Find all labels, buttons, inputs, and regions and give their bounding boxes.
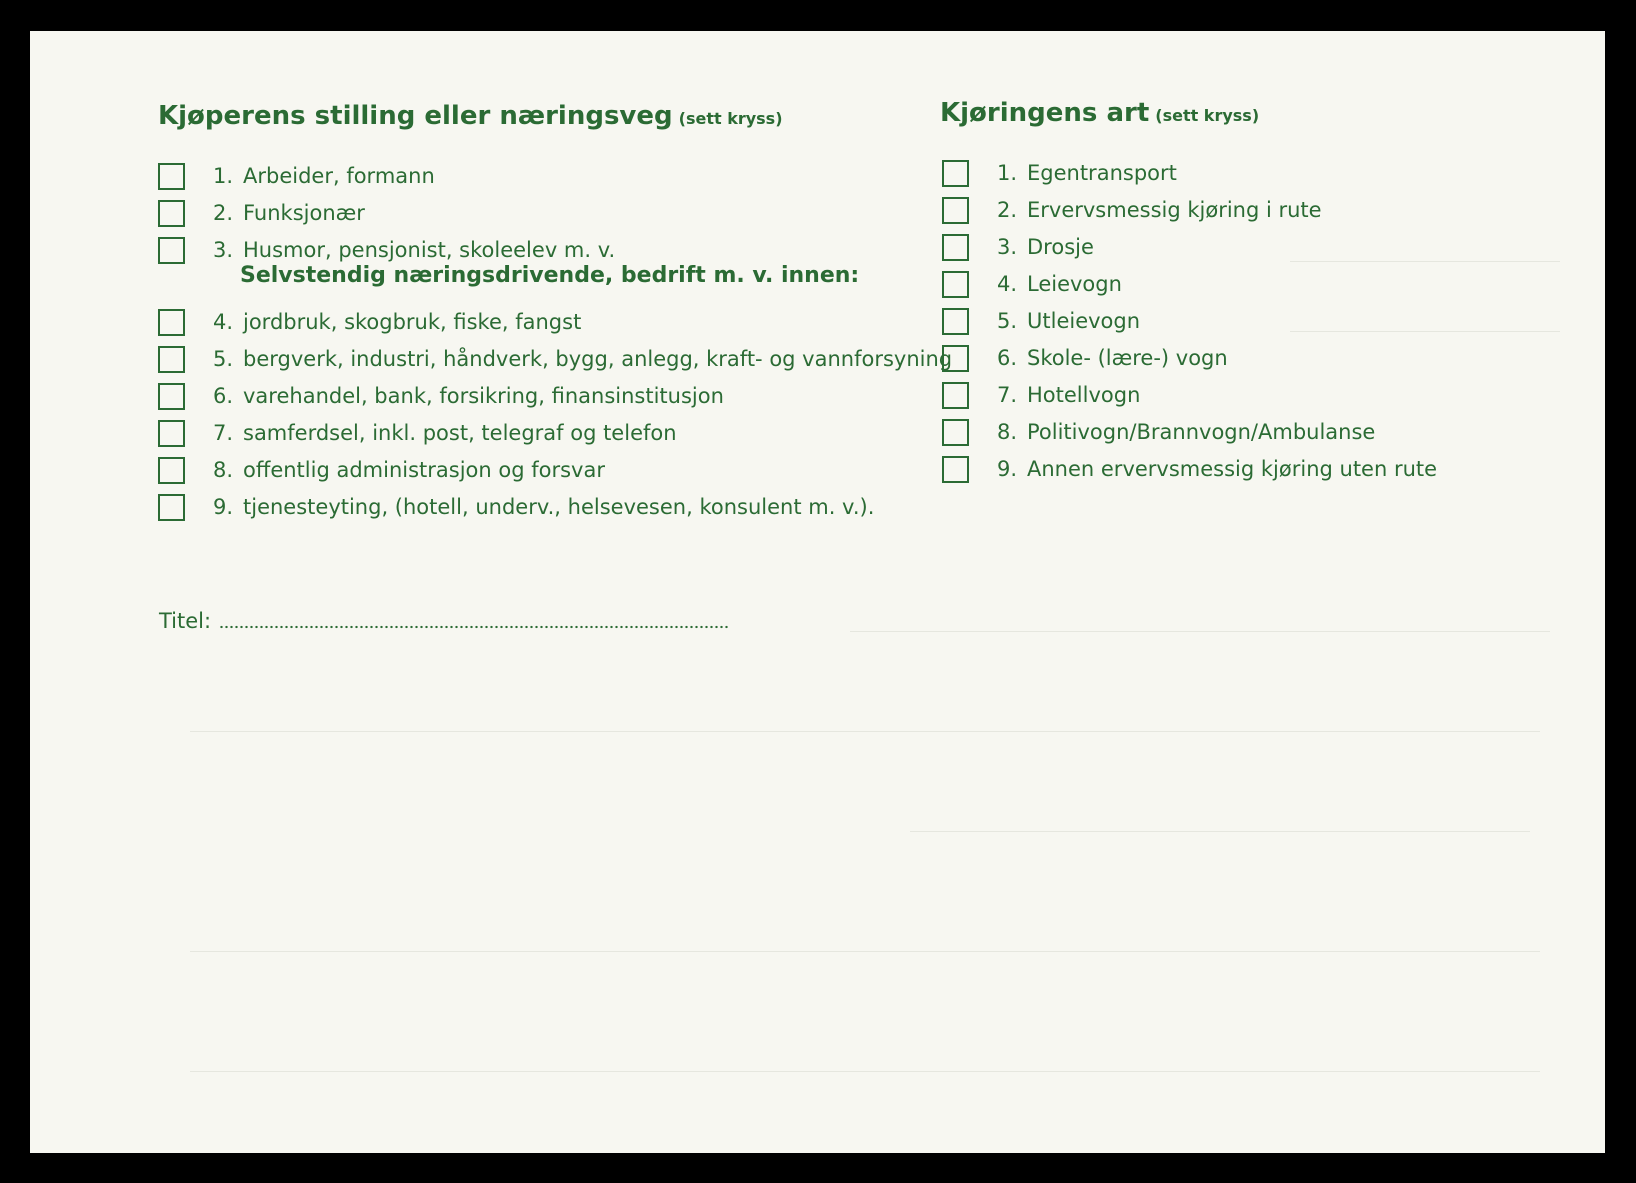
buyer-occupation-heading-text: Kjøperens stilling eller næringsveg bbox=[158, 101, 673, 131]
option-label: Utleievogn bbox=[1027, 309, 1141, 333]
option-number: 4. bbox=[996, 272, 1017, 296]
ghost-line bbox=[850, 631, 1550, 632]
option-number: 4. bbox=[212, 310, 233, 334]
occupation-option-3[interactable] bbox=[158, 235, 615, 265]
option-number: 5. bbox=[996, 309, 1017, 333]
driving-type-heading-note: (sett kryss) bbox=[1155, 106, 1260, 125]
ghost-line bbox=[1290, 261, 1560, 262]
title-dotted-line[interactable] bbox=[219, 625, 729, 629]
option-label: Hotellvogn bbox=[1027, 383, 1141, 407]
occupation-option-9[interactable] bbox=[158, 492, 874, 522]
occupation-option-6[interactable] bbox=[158, 381, 724, 411]
checkbox[interactable] bbox=[158, 346, 185, 373]
checkbox[interactable] bbox=[942, 345, 969, 372]
checkbox[interactable] bbox=[158, 163, 185, 190]
option-number: 9. bbox=[996, 457, 1017, 481]
option-number: 9. bbox=[212, 495, 233, 519]
driving-option-6[interactable] bbox=[942, 343, 1228, 373]
option-label: jordbruk, skogbruk, fiske, fangst bbox=[243, 310, 582, 334]
checkbox[interactable] bbox=[158, 420, 185, 447]
occupation-option-2[interactable] bbox=[158, 198, 365, 228]
ghost-line bbox=[910, 831, 1530, 832]
ghost-line bbox=[190, 731, 1540, 732]
title-label: Titel: bbox=[159, 609, 212, 633]
ghost-line bbox=[1290, 331, 1560, 332]
driving-option-5[interactable] bbox=[942, 306, 1140, 336]
option-number: 6. bbox=[212, 384, 233, 408]
driving-option-7[interactable] bbox=[942, 380, 1140, 410]
self-employed-subheading: Selvstendig næringsdrivende, bedrift m. v. innen: bbox=[240, 263, 860, 288]
option-label: Arbeider, formann bbox=[243, 164, 435, 188]
checkbox[interactable] bbox=[158, 237, 185, 264]
option-number: 5. bbox=[212, 347, 233, 371]
option-number: 6. bbox=[996, 346, 1017, 370]
checkbox[interactable] bbox=[158, 383, 185, 410]
occupation-option-7[interactable] bbox=[158, 418, 677, 448]
option-number: 1. bbox=[212, 164, 233, 188]
checkbox[interactable] bbox=[158, 200, 185, 227]
checkbox[interactable] bbox=[942, 160, 969, 187]
ghost-line bbox=[190, 951, 1540, 952]
ghost-line bbox=[190, 1071, 1540, 1072]
option-number: 3. bbox=[996, 235, 1017, 259]
option-label: Funksjonær bbox=[243, 201, 365, 225]
driving-option-9[interactable] bbox=[942, 454, 1437, 484]
option-number: 7. bbox=[996, 383, 1017, 407]
option-label: offentlig administrasjon og forsvar bbox=[243, 458, 605, 482]
occupation-option-4[interactable] bbox=[158, 307, 581, 337]
checkbox[interactable] bbox=[942, 308, 969, 335]
driving-option-1[interactable] bbox=[942, 158, 1177, 188]
option-label: Drosje bbox=[1027, 235, 1094, 259]
option-label: Egentransport bbox=[1027, 161, 1177, 185]
option-label: Skole- (lære-) vogn bbox=[1027, 346, 1228, 370]
option-number: 7. bbox=[212, 421, 233, 445]
checkbox[interactable] bbox=[942, 456, 969, 483]
buyer-occupation-heading bbox=[158, 101, 783, 131]
checkbox[interactable] bbox=[158, 457, 185, 484]
driving-option-4[interactable] bbox=[942, 269, 1122, 299]
option-label: samferdsel, inkl. post, telegraf og telefon bbox=[243, 421, 677, 445]
checkbox[interactable] bbox=[942, 382, 969, 409]
option-number: 3. bbox=[212, 238, 233, 262]
checkbox[interactable] bbox=[158, 309, 185, 336]
title-field[interactable] bbox=[159, 609, 729, 633]
option-label: tjenesteyting, (hotell, underv., helsevesen, konsulent m. v.). bbox=[243, 495, 875, 519]
option-number: 8. bbox=[212, 458, 233, 482]
driving-type-heading-text: Kjøringens art bbox=[940, 98, 1150, 128]
checkbox[interactable] bbox=[158, 494, 185, 521]
driving-option-3[interactable] bbox=[942, 232, 1094, 262]
driving-option-2[interactable] bbox=[942, 195, 1322, 225]
option-label: Annen ervervsmessig kjøring uten rute bbox=[1027, 457, 1438, 481]
option-label: bergverk, industri, håndverk, bygg, anlegg, kraft- og vannforsyning bbox=[243, 347, 953, 371]
driving-type-heading bbox=[940, 98, 1259, 128]
driving-option-8[interactable] bbox=[942, 417, 1375, 447]
option-label: Politivogn/Brannvogn/Ambulanse bbox=[1027, 420, 1376, 444]
checkbox[interactable] bbox=[942, 197, 969, 224]
option-number: 2. bbox=[996, 198, 1017, 222]
checkbox[interactable] bbox=[942, 234, 969, 261]
occupation-option-8[interactable] bbox=[158, 455, 605, 485]
checkbox[interactable] bbox=[942, 419, 969, 446]
form-page bbox=[30, 31, 1605, 1153]
occupation-option-5[interactable] bbox=[158, 344, 952, 374]
option-label: Leievogn bbox=[1027, 272, 1122, 296]
option-label: Husmor, pensjonist, skoleelev m. v. bbox=[243, 238, 616, 262]
option-label: varehandel, bank, forsikring, finansinstitusjon bbox=[243, 384, 724, 408]
option-number: 8. bbox=[996, 420, 1017, 444]
option-number: 2. bbox=[212, 201, 233, 225]
option-label: Ervervsmessig kjøring i rute bbox=[1027, 198, 1322, 222]
occupation-option-1[interactable] bbox=[158, 161, 435, 191]
option-number: 1. bbox=[996, 161, 1017, 185]
checkbox[interactable] bbox=[942, 271, 969, 298]
buyer-occupation-heading-note: (sett kryss) bbox=[678, 109, 783, 128]
